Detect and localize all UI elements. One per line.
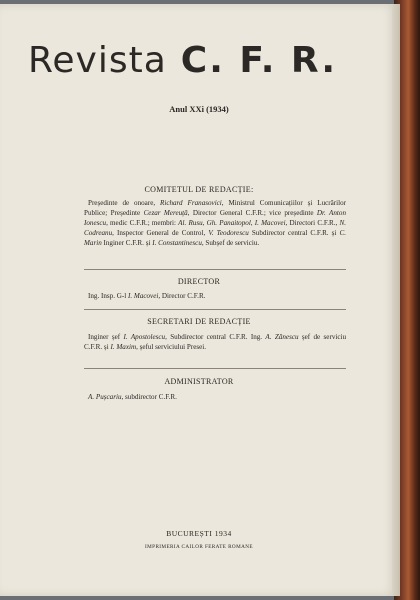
committee-heading: COMITETUL DE REDACȚIE: [144, 185, 254, 194]
divider [84, 269, 346, 270]
secretaries-text: Inginer șef I. Apostolescu, Subdirector central C.F.R. Ing. A. Zănescu șef de serviciu C.F.R. și I. Maxim, șeful serviciului Presei. [84, 333, 347, 351]
director-text: Ing. Insp. G-l I. Macovei, Director C.F.R. [88, 292, 206, 300]
divider [84, 309, 346, 310]
title-cfr: C. F. R. [180, 40, 337, 81]
page-title [28, 40, 368, 81]
director-heading: DIRECTOR [177, 277, 221, 286]
administrator-heading: ADMINISTRATOR [164, 377, 234, 386]
printer-name: IMPRIMERIA CAILOR FERATE ROMANE [145, 544, 253, 550]
administrator-text: A. Pușcariu, subdirector C.F.R. [88, 393, 177, 401]
secretaries-heading: SECRETARI DE REDACȚIE [147, 317, 251, 326]
committee-text: Președinte de onoare, Richard Franasovici, Ministrul Comunicațiilor și Lucrărilor Publice; Președinte Cezar Mereuță, Director General C.F.R.; vice președinte Dr. Anton Ionescu, medic C.F.R.; membri: Al. Rusu, Gh. Panaitopol, I. Macovei, Directori C.F.R., N. Codreanu, Inspector General de Control, V. Teodorescu Subdirector central C.F.R. și C. Marin Inginer C.F.R. și I. Constantinescu, Subșef de serviciu. [84, 199, 346, 247]
publication-place-year: BUCUREȘTI 1934 [166, 529, 232, 538]
issue-year: Anul XXi (1934) [169, 104, 229, 114]
title-page [0, 4, 398, 596]
title-revista: Revista [28, 40, 167, 81]
divider [84, 368, 346, 369]
page-edge [392, 4, 400, 596]
